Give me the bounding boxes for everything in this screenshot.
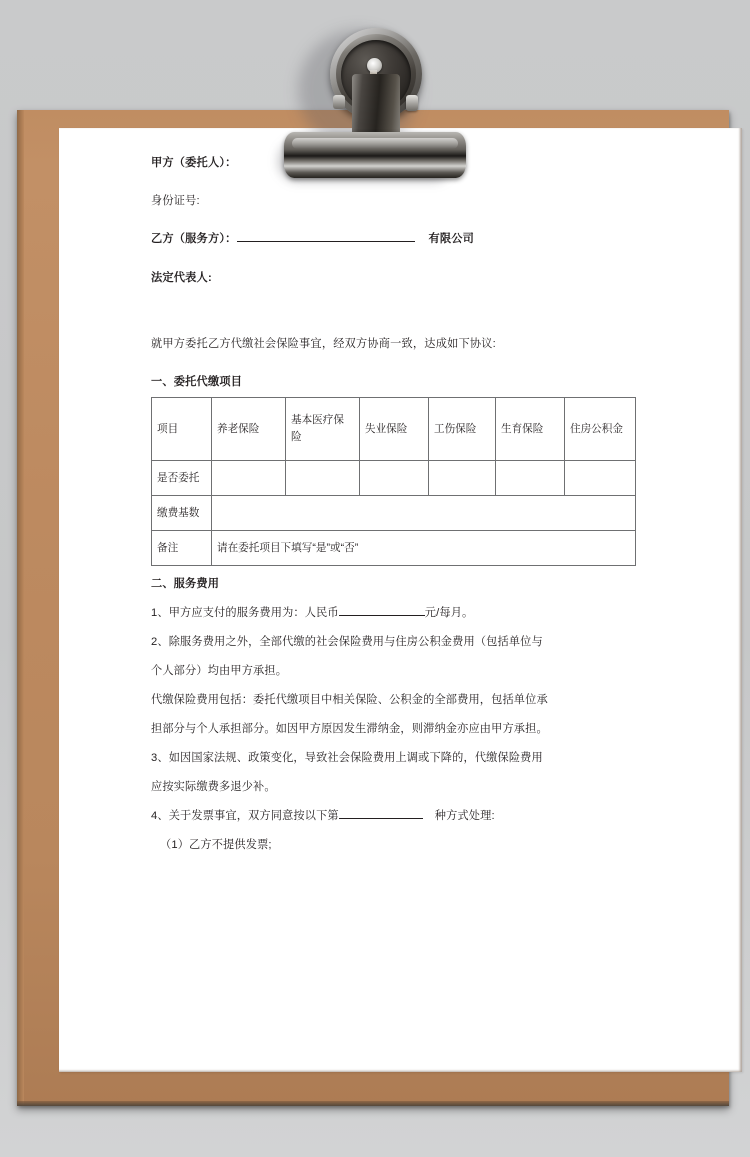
spacer xyxy=(151,318,581,339)
clause-1-suffix: 元/每月。 xyxy=(424,607,474,620)
cell-entrust-housing-fund[interactable] xyxy=(565,461,636,496)
party-b-label: 乙方（服务方）： xyxy=(151,233,237,246)
table-header-housing-fund: 住房公积金 xyxy=(565,398,636,461)
party-a-label: 甲方（委托人）： xyxy=(151,157,237,169)
cell-entrust-unemployment[interactable] xyxy=(360,461,429,496)
row-label-base: 缴费基数 xyxy=(152,496,212,531)
party-b-input-blank[interactable] xyxy=(237,241,415,242)
row-label-entrust: 是否委托 xyxy=(152,461,212,496)
clause-2-note-line-2: 担部分与个人承担部分。如因甲方原因发生滞纳金，则滞纳金亦应由甲方承担。 xyxy=(151,723,548,736)
clause-4-suffix: 种方式处理: xyxy=(434,810,495,823)
table-header-pension: 养老保险 xyxy=(212,398,286,461)
table-header-label: 项目 xyxy=(152,398,212,461)
spacer xyxy=(151,350,581,377)
party-b-suffix: 有限公司 xyxy=(428,233,475,246)
clause-4-option-blank[interactable] xyxy=(339,818,423,819)
contract-content xyxy=(151,157,623,860)
intro-paragraph: 就甲方委托乙方代缴社会保险事宜，经双方协商一致，达成如下协议: xyxy=(151,337,496,350)
clause-2-line-2: 个人部分）均由甲方承担。 xyxy=(151,665,288,678)
row-label-remark: 备注 xyxy=(152,531,212,566)
cell-entrust-injury[interactable] xyxy=(429,461,496,496)
clipboard-left-bevel xyxy=(17,110,24,1106)
spacer xyxy=(151,246,581,273)
clip-bar-highlight xyxy=(292,138,458,149)
cell-entrust-medical[interactable] xyxy=(286,461,360,496)
clause-3-line-1: 3、如因国家法规、政策变化，导致社会保险费用上调或下降的，代缴保险费用 xyxy=(151,752,543,765)
table-row xyxy=(152,461,636,496)
clause-4-option-1: （1）乙方不提供发票; xyxy=(160,839,272,852)
clipboard-clip[interactable] xyxy=(270,12,485,182)
table-row xyxy=(152,531,636,566)
cell-entrust-maternity[interactable] xyxy=(496,461,565,496)
table-header-unemployment: 失业保险 xyxy=(360,398,429,461)
clause-3-line-2: 应按实际缴费多退少补。 xyxy=(151,781,276,794)
table-header-maternity: 生育保险 xyxy=(496,398,565,461)
party-b-row xyxy=(151,234,581,245)
spacer xyxy=(151,207,581,234)
clause-4 xyxy=(151,802,581,831)
table-header-medical: 基本医疗保险 xyxy=(286,398,360,461)
cell-remark-value: 请在委托项目下填写“是”或“否” xyxy=(212,531,636,566)
clip-pivot-right-icon xyxy=(406,95,418,111)
spacer xyxy=(151,169,581,196)
legal-rep-label: 法定代表人: xyxy=(151,271,212,284)
section-one-title: 一、委托代缴项目 xyxy=(151,376,243,389)
clause-1 xyxy=(151,599,581,628)
clip-pivot-left-icon xyxy=(333,95,345,109)
table-header-injury: 工伤保险 xyxy=(429,398,496,461)
clause-2-line-1: 2、除服务费用之外，全部代缴的社会保险费用与住房公积金费用（包括单位与 xyxy=(151,636,543,649)
id-number-label: 身份证号: xyxy=(151,195,200,208)
table-row xyxy=(152,496,636,531)
clipboard-bottom-bevel xyxy=(17,1101,729,1106)
section-two-title: 二、服务费用 xyxy=(151,578,220,591)
clause-4-text: 4、关于发票事宜，双方同意按以下第 xyxy=(151,810,339,823)
clause-1-text: 1、甲方应支付的服务费用为：人民币 xyxy=(151,607,339,620)
cell-base-value[interactable] xyxy=(212,496,636,531)
clause-1-fee-blank[interactable] xyxy=(339,615,425,616)
table-header-row xyxy=(152,398,636,461)
cell-entrust-pension[interactable] xyxy=(212,461,286,496)
delegation-items-table xyxy=(151,397,636,566)
clause-2-note-line-1: 代缴保险费用包括：委托代缴项目中相关保险、公积金的全部费用，包括单位承 xyxy=(151,694,548,707)
spacer xyxy=(151,284,581,318)
